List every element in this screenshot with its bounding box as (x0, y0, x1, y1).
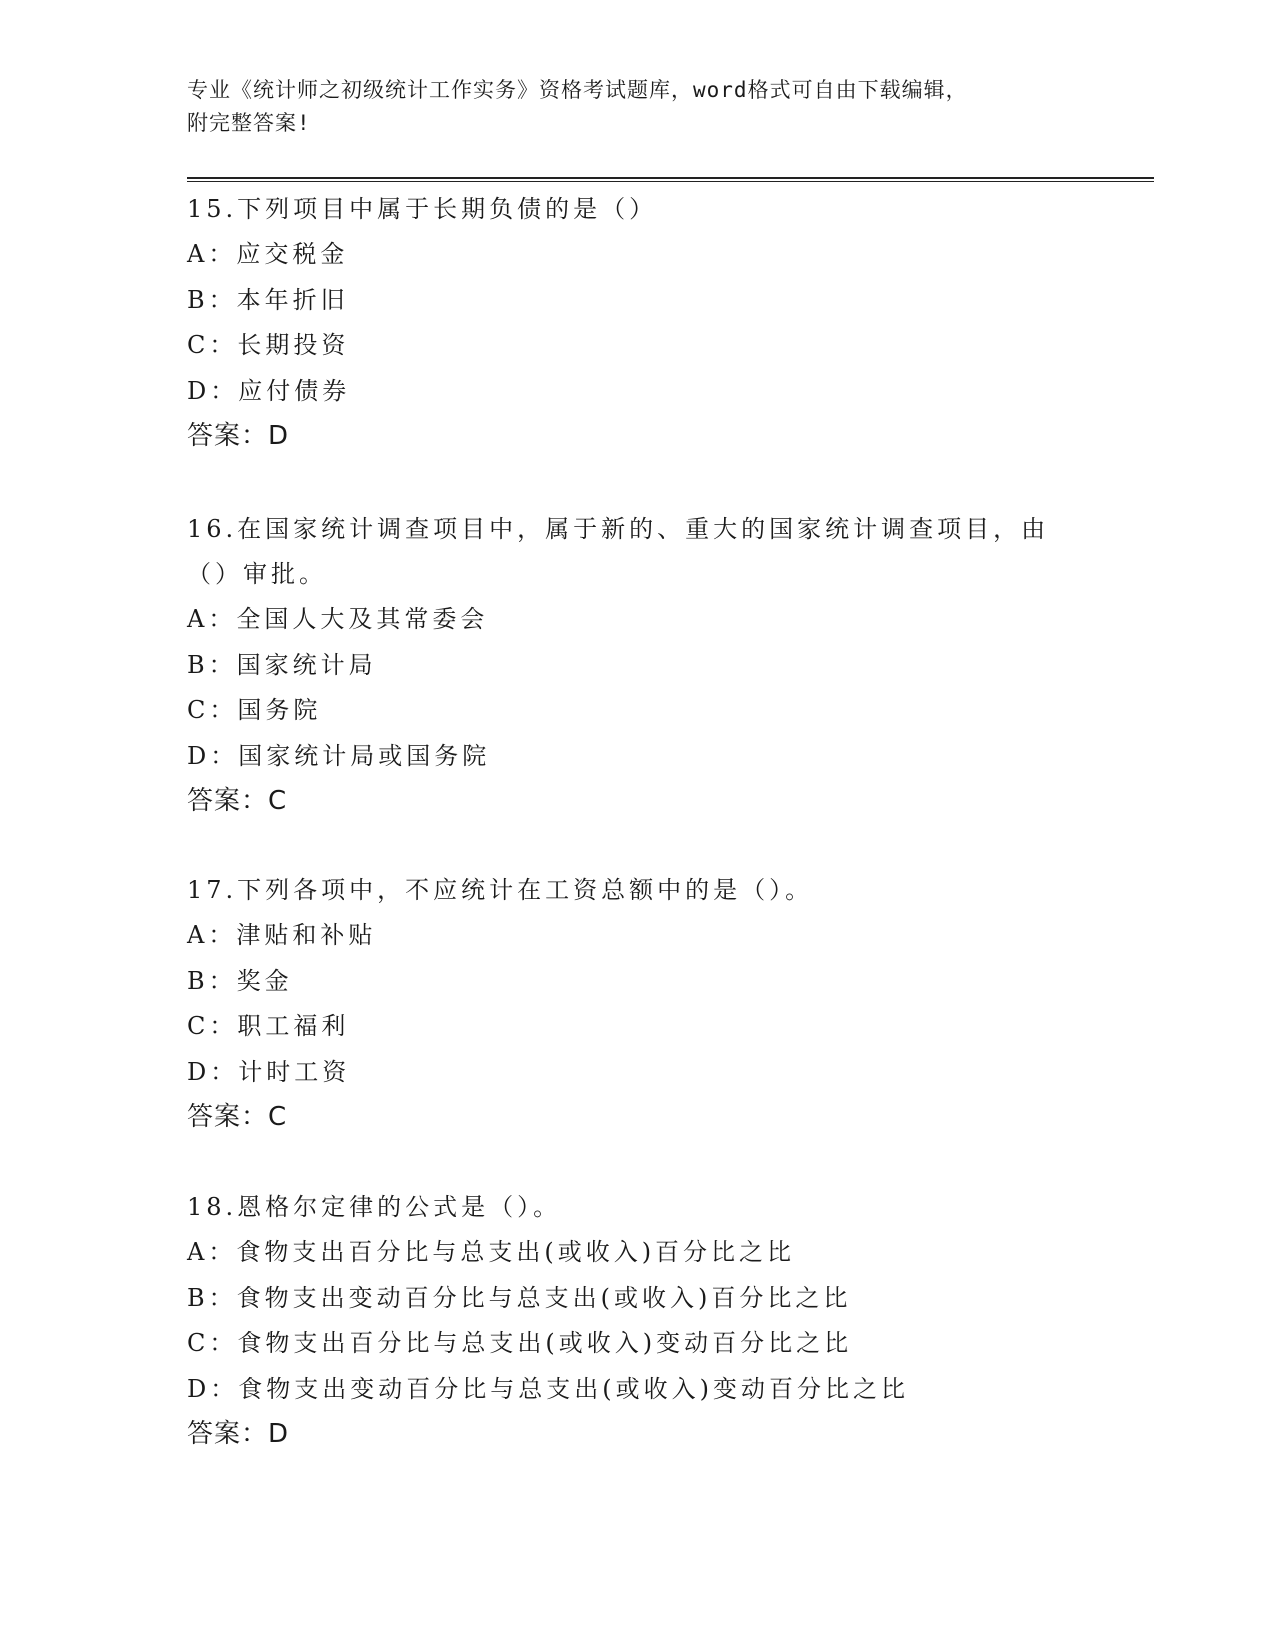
header-intro-line-2: 附完整答案! (187, 111, 311, 135)
option-b: B：奖金 (187, 966, 293, 995)
header-divider-thin (187, 181, 1154, 182)
question-block (187, 187, 1087, 459)
question-stem: 15.下列项目中属于长期负债的是（） (187, 195, 658, 223)
answer-line: 答案：C (187, 786, 288, 816)
question-stem: 17.下列各项中，不应统计在工资总额中的是（）。 (187, 876, 814, 904)
question-block (187, 868, 1087, 1140)
option-c: C：职工福利 (187, 1012, 350, 1040)
option-b: B：食物支出变动百分比与总支出(或收入)百分比之比 (187, 1283, 852, 1312)
answer-line: 答案：C (187, 1102, 288, 1132)
option-a: A：食物支出百分比与总支出(或收入)百分比之比 (187, 1238, 796, 1266)
option-c: C：国务院 (187, 696, 322, 724)
question-stem: 18.恩格尔定律的公式是（）。 (187, 1193, 562, 1221)
option-d: D：计时工资 (187, 1057, 351, 1086)
option-b: B：国家统计局 (187, 650, 377, 679)
option-c: C：食物支出百分比与总支出(或收入)变动百分比之比 (187, 1329, 853, 1357)
document-header (187, 74, 1067, 140)
option-c: C：长期投资 (187, 331, 350, 359)
option-d: D：应付债券 (187, 376, 351, 405)
answer-line: 答案：D (187, 421, 290, 451)
option-b: B：本年折旧 (187, 285, 349, 314)
header-intro-line-1: 专业《统计师之初级统计工作实务》资格考试题库，word格式可自由下载编辑， (187, 78, 968, 102)
option-a: A：津贴和补贴 (187, 921, 377, 949)
option-d: D：食物支出变动百分比与总支出(或收入)变动百分比之比 (187, 1374, 909, 1403)
answer-line: 答案：D (187, 1419, 290, 1449)
option-a: A：应交税金 (187, 240, 349, 268)
option-d: D：国家统计局或国务院 (187, 741, 491, 770)
option-a: A：全国人大及其常委会 (187, 605, 489, 633)
question-block (187, 1185, 1087, 1457)
header-divider-thick (187, 177, 1154, 179)
question-block (187, 507, 1087, 824)
question-stem: 16.在国家统计调查项目中，属于新的、重大的国家统计调查项目，由（）审批。 (187, 515, 1050, 588)
